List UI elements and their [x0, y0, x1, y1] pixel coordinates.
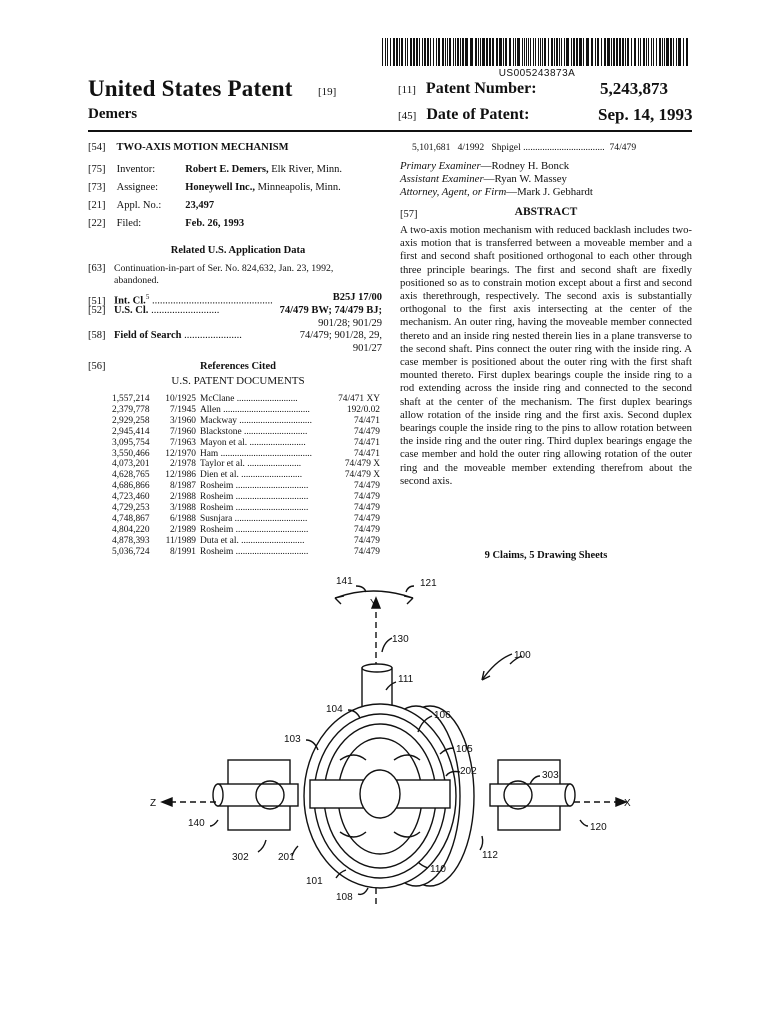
barcode-bar	[586, 38, 589, 66]
abstract-text: A two-axis motion mechanism with reduced backlash includes two-axis motion that is transferred between a moveable member and a first and second shaft positioned orthogonal to each other through three principle bearings. The first and second shaft are fixedly positioned so as to constrain motion except about a first and second axis therethrough, respectively. The second axis is substantially orthogonal to the first axis intersecting at the center of the mechanism. An outer ring, having the moveable member connected thereto and an inside ring nested therein lies in a plane transverse to the second shaft. Pins connect the outer ring with the inside ring. A case member is positioned about the outer ring with the first shaft mounted thereto. First duplex bearings couple the inside ring to a rod extending across the inside ring and connected to the second shaft at the center of the mechanism. The first duplex bearings allow rotation of the inside ring and the first axis. Second duplex bearings couple the inside ring to the pins to allow rotation between the inside ring and the outer ring. Third duplex bearings engage the case member and hold the outer ring allowing rotation of the outer ring and the moveable member extending therefrom about the second axis.	[400, 224, 692, 487]
barcode-bar	[673, 38, 674, 66]
ref-class: 74/479 X	[344, 459, 380, 470]
field-21-appl-no: [21] Appl. No.: 23,497	[88, 200, 215, 211]
ref-name: Duta et al. ...........................	[200, 535, 305, 546]
reference-row	[112, 427, 380, 438]
barcode-bar	[530, 38, 531, 66]
barcode-bar	[470, 38, 473, 66]
barcode-bar	[613, 38, 615, 66]
barcode-bar	[666, 38, 669, 66]
ref-name: Rosheim ...............................	[200, 524, 309, 535]
barcode-bar	[676, 38, 677, 66]
barcode-bar	[528, 38, 529, 66]
label-302: 302	[232, 852, 249, 863]
barcode-bar	[634, 38, 636, 66]
date-of-patent: Sep. 14, 1993	[598, 105, 693, 124]
barcode-bar	[503, 38, 504, 66]
barcode-bar	[544, 38, 546, 66]
reference-row	[112, 438, 380, 449]
barcode-bar	[559, 38, 560, 66]
barcode-bar	[640, 38, 641, 66]
primary-examiner: Primary Examiner—Rodney H. Bonck	[400, 160, 570, 172]
barcode-bar	[622, 38, 624, 66]
barcode-bar	[653, 38, 654, 66]
ref-class: 74/471	[353, 415, 380, 426]
ref-date: 2/1978	[169, 459, 196, 470]
barcode-bar	[564, 38, 565, 66]
label-105: 105	[456, 744, 473, 755]
ref-number: 4,073,201	[112, 459, 150, 470]
ref-name: Mayon et al. ........................	[200, 437, 306, 448]
barcode-bar	[551, 38, 553, 66]
ref-name: Rosheim ...............................	[200, 503, 309, 514]
barcode-bar	[513, 38, 514, 66]
barcode-bar	[422, 38, 423, 66]
ref-number: 2,379,778	[112, 404, 150, 415]
label-121: 121	[420, 578, 437, 589]
barcode-bar	[554, 38, 555, 66]
ref-class: 192/0.02	[346, 404, 380, 415]
barcode-bar	[475, 38, 477, 66]
reference-row	[112, 405, 380, 416]
ref-date: 12/1970	[165, 448, 196, 459]
barcode-bar	[486, 38, 488, 66]
barcode-bar	[646, 38, 647, 66]
reference-row	[112, 536, 380, 547]
ref-date: 11/1989	[165, 535, 196, 546]
ref-date: 6/1988	[169, 513, 196, 524]
barcode-bar	[455, 38, 456, 66]
barcode-bar	[662, 38, 663, 66]
barcode-bar	[410, 38, 412, 66]
barcode-bar	[405, 38, 406, 66]
abstract-code: [57]	[400, 209, 418, 220]
barcode-bar	[509, 38, 511, 66]
label-111: 111	[398, 674, 414, 685]
ref-name: McClane ..........................	[200, 394, 298, 404]
reference-row	[112, 459, 380, 470]
ref-date: 7/1960	[169, 426, 196, 437]
field-63-continuation: [63] Continuation-in-part of Ser. No. 824,632, Jan. 23, 1992, abandoned.	[88, 263, 334, 286]
barcode-bar	[382, 38, 383, 66]
field-52-us-cl: [52] U.S. Cl. .......................... 74/479 BW; 74/479 BJ; 901/28; 901/29	[88, 305, 382, 329]
ref-date: 2/1989	[169, 524, 196, 535]
barcode-bar	[591, 38, 593, 66]
barcode-bar	[538, 38, 539, 66]
label-100: 100	[514, 650, 531, 661]
barcode-bar	[436, 38, 437, 66]
barcode-bar	[480, 38, 481, 66]
barcode-bar	[625, 38, 626, 66]
ref-number: 3,095,754	[112, 437, 150, 448]
label-112: 112	[482, 850, 498, 861]
extra-reference: 5,101,681 4/1992 Shpigel .................................. 74/479	[412, 142, 637, 153]
barcode-bar	[631, 38, 632, 66]
barcode-bar	[465, 38, 468, 66]
barcode-bar	[447, 38, 448, 66]
barcode-bar	[597, 38, 599, 66]
barcode-bar	[401, 38, 403, 66]
abstract-heading: ABSTRACT	[514, 206, 578, 218]
barcode-bar	[535, 38, 536, 66]
barcode-bar	[482, 38, 485, 66]
barcode-bar	[627, 38, 629, 66]
ref-date: 3/1960	[169, 415, 196, 426]
label-110: 110	[430, 864, 446, 875]
label-303: 303	[542, 770, 559, 781]
barcode-bar	[579, 38, 582, 66]
patent-number-row	[398, 80, 537, 98]
ref-class: 74/471 XY	[338, 394, 380, 404]
ref-class: 74/479	[353, 426, 380, 437]
barcode-bar	[460, 38, 461, 66]
date-of-patent-row	[398, 106, 529, 124]
barcode-bar	[540, 38, 541, 66]
barcode-bar	[396, 38, 398, 66]
barcode-bar	[576, 38, 578, 66]
title-code: [19]	[318, 86, 337, 98]
ref-class: 74/471	[353, 448, 380, 459]
ref-name: Ham .......................................	[200, 448, 312, 459]
label-141: 141	[336, 576, 353, 587]
barcode-bar	[533, 38, 534, 66]
barcode-bar	[445, 38, 446, 66]
barcode-bar	[651, 38, 652, 66]
field-51-int-cl: [51] Int. Cl.$^5$ .............................................. B25J 17/00	[88, 292, 382, 307]
field-58-search: [58] Field of Search ...................... 74/479; 901/28, 29, 901/27	[88, 330, 382, 354]
field-56-code: [56]	[88, 361, 106, 372]
barcode-bar	[430, 38, 431, 66]
references-list	[112, 394, 380, 558]
barcode-bar	[524, 38, 525, 66]
barcode-bar	[601, 38, 602, 66]
barcode-bar	[419, 38, 420, 66]
date-code: [45]	[398, 110, 417, 122]
barcode-bar	[499, 38, 502, 66]
ref-date: 7/1963	[169, 437, 196, 448]
label-108: 108	[336, 892, 353, 903]
barcode-bar	[619, 38, 621, 66]
barcode-bar	[548, 38, 549, 66]
mechanism-drawing	[140, 570, 660, 915]
ref-number: 2,929,258	[112, 415, 150, 426]
ref-number: 4,748,867	[112, 513, 150, 524]
barcode-bar	[462, 38, 464, 66]
reference-row	[112, 525, 380, 536]
barcode-bar	[399, 38, 400, 66]
barcode-bar	[385, 38, 386, 66]
ref-number: 4,878,393	[112, 535, 150, 546]
barcode-bar	[492, 38, 494, 66]
barcode-bar	[664, 38, 665, 66]
barcode-bar	[556, 38, 558, 66]
barcode-bar	[496, 38, 498, 66]
ref-name: Dien et al. ..........................	[200, 470, 303, 481]
barcode-bar	[571, 38, 572, 66]
claims-summary: 9 Claims, 5 Drawing Sheets	[484, 550, 608, 561]
ref-date: 7/1945	[169, 404, 196, 415]
ref-name: Rosheim ...............................	[200, 481, 309, 492]
patent-number-label: Patent Number:	[425, 80, 537, 97]
barcode-bar	[656, 38, 657, 66]
ref-name: Blackstone ...........................	[200, 426, 308, 437]
barcode-bar	[542, 38, 543, 66]
label-axis-y: Y	[370, 598, 377, 609]
barcode-bar	[453, 38, 454, 66]
label-axis-x: X	[624, 798, 631, 809]
barcode-bar	[387, 38, 388, 66]
label-106: 106	[434, 710, 451, 721]
barcode-bar	[583, 38, 584, 66]
barcode-bar	[489, 38, 491, 66]
barcode-bar	[416, 38, 418, 66]
label-202: 202	[460, 766, 477, 777]
barcode	[382, 38, 692, 66]
barcode-bar	[678, 38, 681, 66]
barcode-bar	[643, 38, 645, 66]
reference-row	[112, 470, 380, 481]
barcode-bar	[457, 38, 459, 66]
label-140: 140	[188, 818, 205, 829]
ref-date: 8/1987	[169, 481, 196, 492]
barcode-bar	[478, 38, 479, 66]
ref-date: 10/1925	[165, 394, 196, 404]
field-22-filed: [22] Filed: Feb. 26, 1993	[88, 218, 245, 229]
label-120: 120	[590, 822, 607, 833]
barcode-bar	[638, 38, 639, 66]
header-rule	[88, 130, 692, 132]
label-104: 104	[326, 704, 343, 715]
ref-number: 1,557,214	[112, 394, 150, 404]
ref-date: 8/1991	[169, 546, 196, 557]
barcode-bar	[604, 38, 606, 66]
barcode-bar	[442, 38, 444, 66]
barcode-bar	[515, 38, 516, 66]
field-75-inventor: [75] Inventor: Robert E. Demers, Elk River, Minn.	[88, 164, 343, 175]
ref-name: Rosheim ...............................	[200, 492, 309, 503]
reference-row	[112, 503, 380, 514]
ref-number: 4,729,253	[112, 503, 150, 514]
label-axis-z: Z	[150, 798, 157, 809]
barcode-bar	[683, 38, 684, 66]
ref-class: 74/479	[353, 524, 380, 535]
us-patent-documents-heading: U.S. PATENT DOCUMENTS	[171, 375, 305, 387]
inventor-surname: Demers	[88, 106, 138, 122]
barcode-bar	[611, 38, 612, 66]
attorney: Attorney, Agent, or Firm—Mark J. Gebhardt	[400, 186, 593, 198]
ref-class: 74/479	[353, 481, 380, 492]
related-data-heading: Related U.S. Application Data	[170, 245, 306, 256]
ref-name: Mackway ...............................	[200, 415, 312, 426]
barcode-bar	[616, 38, 618, 66]
reference-row	[112, 492, 380, 503]
barcode-bar	[526, 38, 527, 66]
barcode-bar	[393, 38, 395, 66]
barcode-bar	[595, 38, 596, 66]
barcode-bar	[449, 38, 451, 66]
barcode-bar	[659, 38, 661, 66]
barcode-bar	[561, 38, 562, 66]
barcode-bar	[390, 38, 391, 66]
ref-class: 74/479	[353, 546, 380, 557]
barcode-bar	[670, 38, 672, 66]
ref-number: 4,804,220	[112, 524, 150, 535]
field-73-assignee: [73] Assignee: Honeywell Inc., Minneapolis, Minn.	[88, 182, 341, 193]
barcode-number: US005243873A	[498, 68, 576, 79]
reference-row	[112, 514, 380, 525]
barcode-bar	[573, 38, 575, 66]
barcode-bar	[522, 38, 523, 66]
ref-number: 2,945,414	[112, 426, 150, 437]
ref-name: Rosheim ...............................	[200, 546, 309, 557]
barcode-bar	[433, 38, 434, 66]
label-130: 130	[392, 634, 409, 645]
ref-name: Allen .....................................	[200, 404, 310, 415]
barcode-bar	[517, 38, 520, 66]
ref-number: 5,036,724	[112, 546, 150, 557]
barcode-bar	[407, 38, 408, 66]
references-heading: References Cited	[200, 361, 276, 372]
patent-number: 5,243,873	[600, 79, 668, 98]
ref-date: 12/1986	[165, 470, 196, 481]
label-201: 201	[278, 852, 295, 863]
barcode-bar	[505, 38, 507, 66]
ref-class: 74/479	[353, 535, 380, 546]
patent-title-heading: United States Patent	[88, 76, 293, 101]
barcode-bar	[424, 38, 426, 66]
ref-class: 74/479	[353, 503, 380, 514]
ref-class: 74/479	[353, 492, 380, 503]
barcode-bar	[438, 38, 440, 66]
ref-class: 74/471	[353, 437, 380, 448]
field-54-title: [54] TWO-AXIS MOTION MECHANISM	[88, 142, 289, 153]
ref-number: 4,723,460	[112, 492, 150, 503]
ref-date: 2/1988	[169, 492, 196, 503]
barcode-bar	[566, 38, 569, 66]
ref-name: Susnjara ...............................	[200, 513, 308, 524]
reference-row	[112, 416, 380, 427]
label-101: 101	[306, 876, 323, 887]
barcode-bar	[413, 38, 415, 66]
label-103: 103	[284, 734, 301, 745]
ref-class: 74/479	[353, 513, 380, 524]
reference-row	[112, 394, 380, 405]
barcode-bar	[427, 38, 429, 66]
ref-name: Taylor et al. .......................	[200, 459, 302, 470]
ref-date: 3/1988	[169, 503, 196, 514]
barcode-bar	[648, 38, 649, 66]
barcode-bar	[686, 38, 688, 66]
reference-row	[112, 481, 380, 492]
ref-number: 4,628,765	[112, 470, 150, 481]
ref-number: 3,550,466	[112, 448, 150, 459]
patent-number-code: [11]	[398, 84, 416, 96]
barcode-bar	[607, 38, 610, 66]
ref-class: 74/479 X	[344, 470, 380, 481]
date-label: Date of Patent:	[426, 106, 530, 123]
reference-row	[112, 449, 380, 460]
assistant-examiner: Assistant Examiner—Ryan W. Massey	[400, 173, 567, 185]
ref-number: 4,686,866	[112, 481, 150, 492]
reference-row	[112, 547, 380, 558]
